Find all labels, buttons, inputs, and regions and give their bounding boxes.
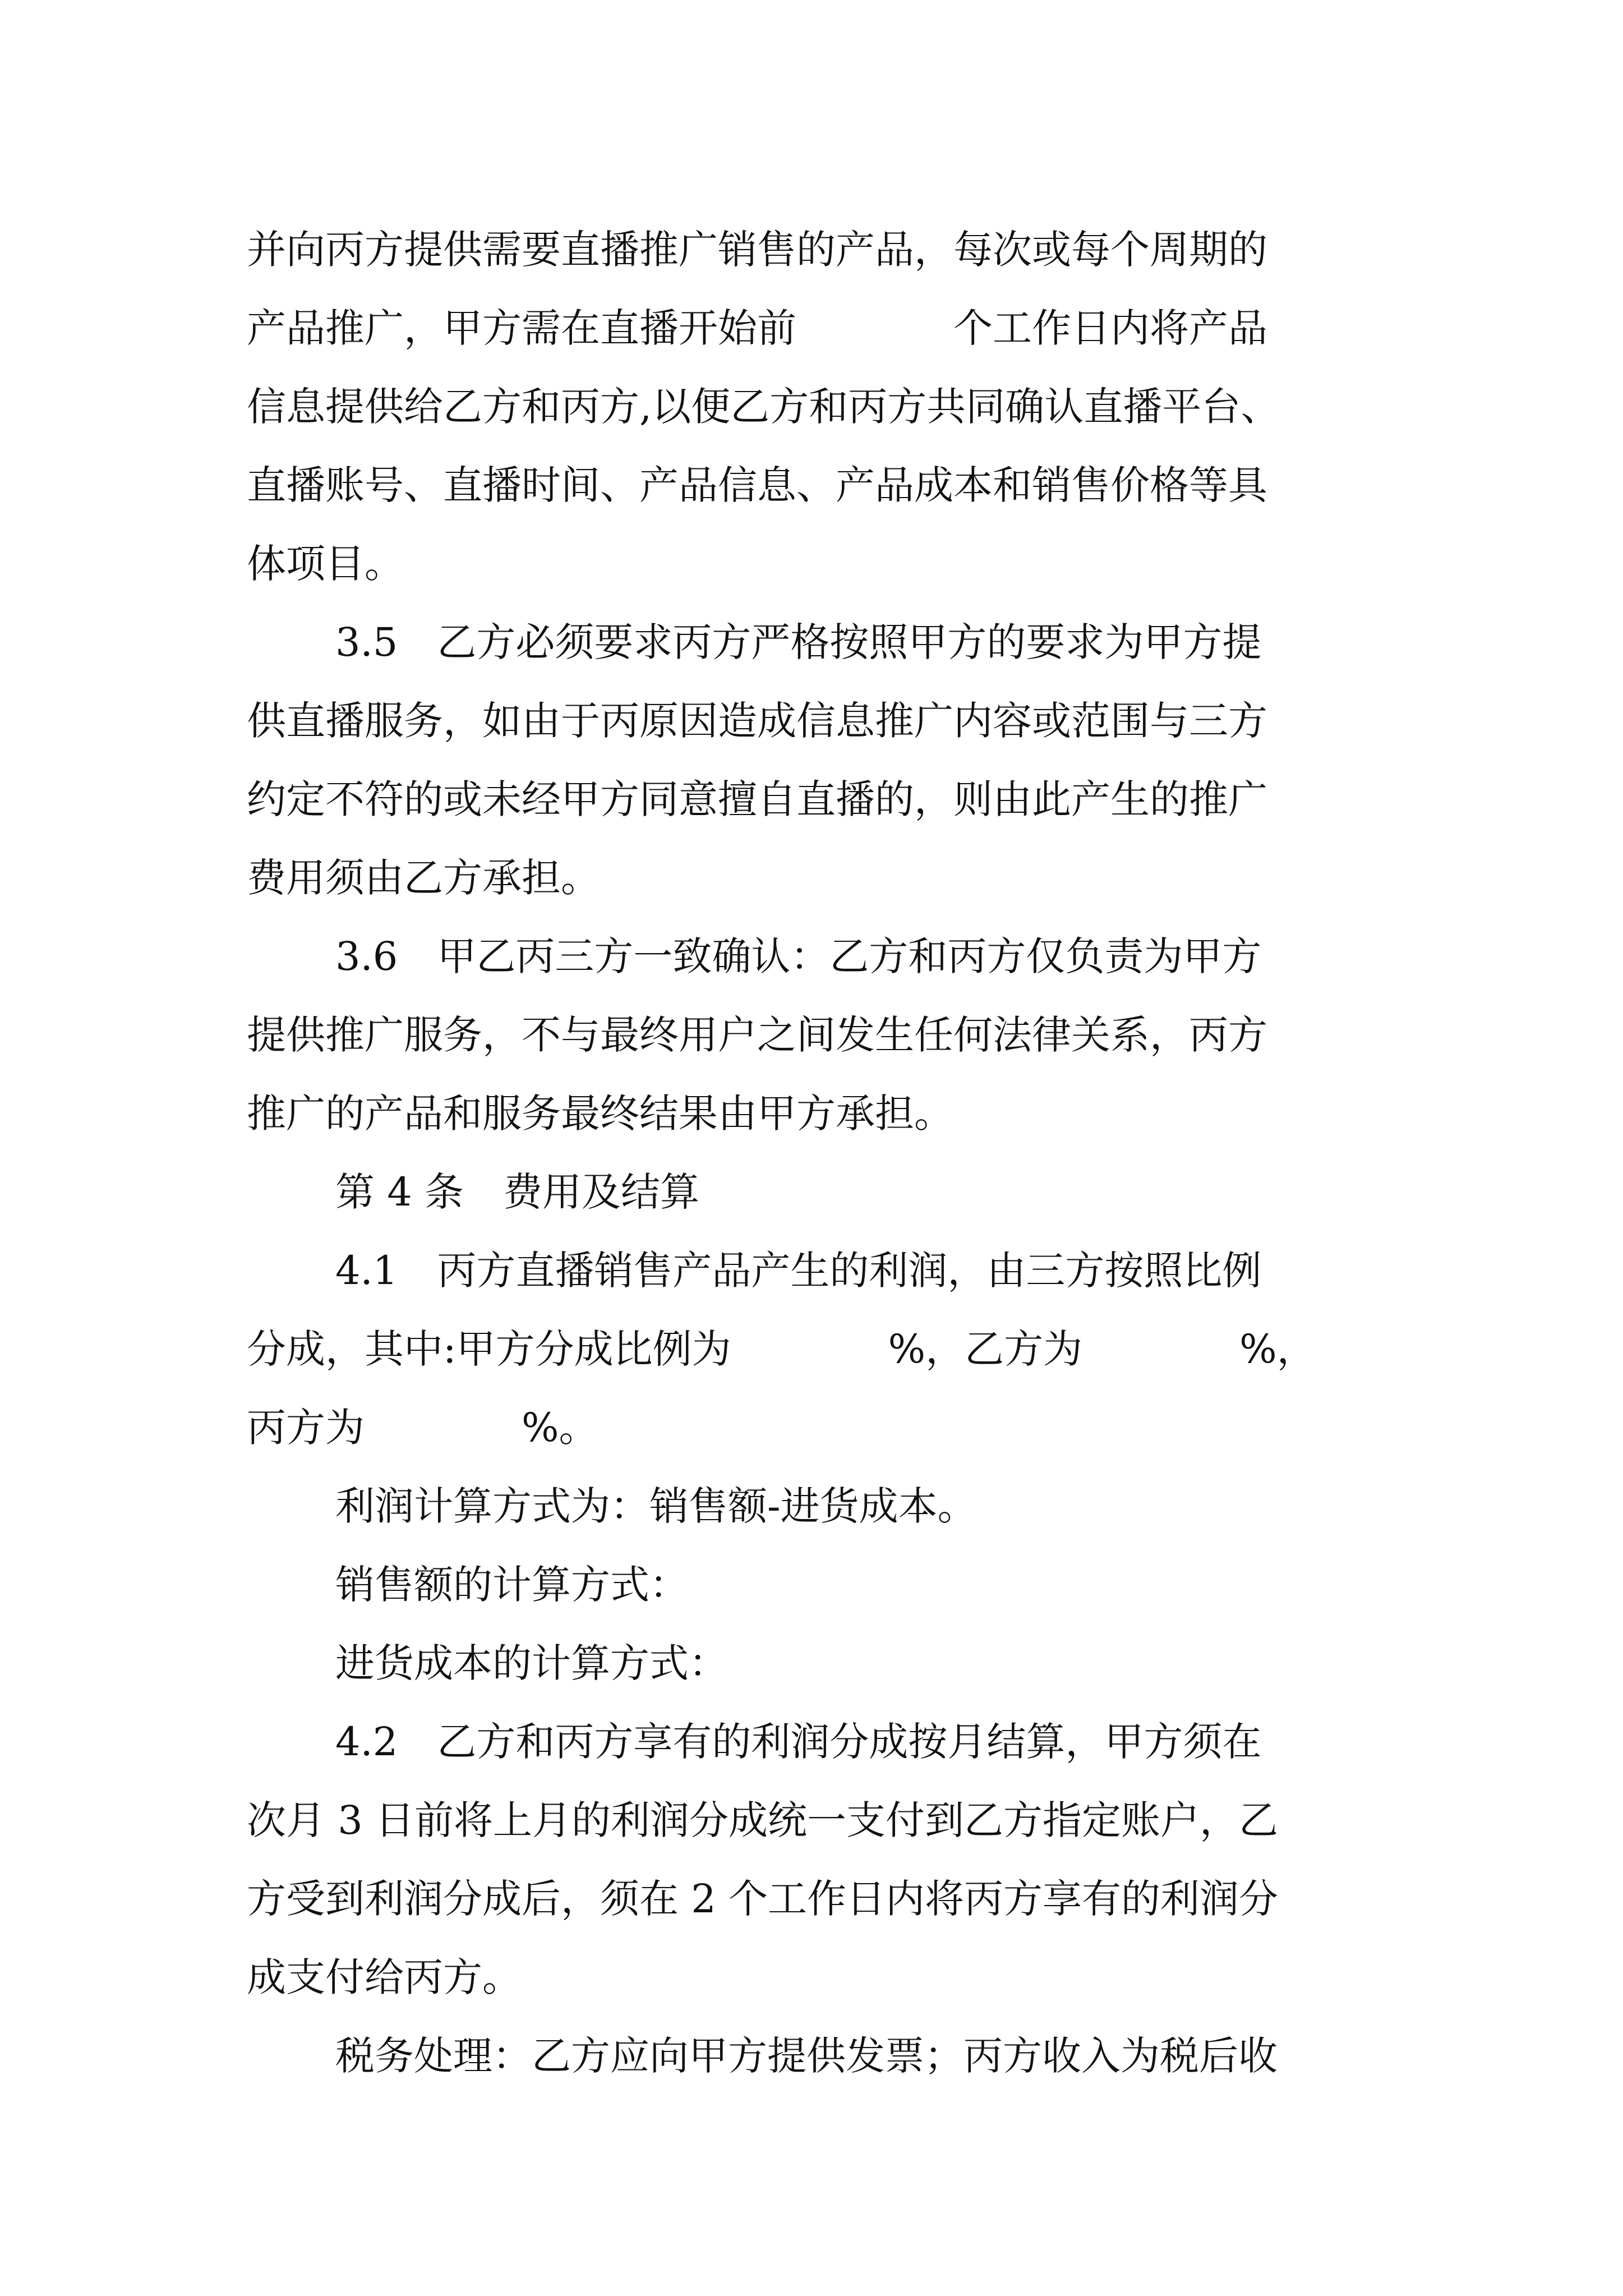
text-line: 直播账号、直播时间、产品信息、产品成本和销售价格等具 [247,462,1267,508]
text-line: 产品推广，甲方需在直播开始前 个工作日内将产品 [247,305,1267,351]
text-line: 并向丙方提供需要直播推广销售的产品，每次或每个周期的 [247,227,1267,273]
text-line: 推广的产品和服务最终结果由甲方承担。 [247,1091,953,1137]
text-line: 丙方为 %。 [247,1405,598,1451]
text-line: 方受到利润分成后，须在 2 个工作日内将丙方享有的利润分 [247,1876,1279,1922]
text-line: 分成，其中:甲方分成比例为 %，乙方为 %， [247,1326,1316,1372]
sales-calculation: 销售额的计算方式： [335,1562,689,1608]
text-line: 供直播服务，如由于丙原因造成信息推广内容或范围与三方 [247,698,1267,744]
text-line: 信息提供给乙方和丙方,以便乙方和丙方共同确认直播平台、 [247,384,1280,430]
clause-4-1: 4.1 丙方直播销售产品产生的利润，由三方按照比例 [335,1248,1262,1294]
text-line: 费用须由乙方承担。 [247,855,600,901]
clause-3-6: 3.6 甲乙丙三方一致确认：乙方和丙方仅负责为甲方 [335,933,1262,979]
profit-formula: 利润计算方式为：销售额-进货成本。 [335,1483,977,1529]
clause-4-2: 4.2 乙方和丙方享有的利润分成按月结算，甲方须在 [335,1719,1262,1765]
text-line: 成支付给丙方。 [247,1954,522,2000]
text-line: 次月 3 日前将上月的利润分成统一支付到乙方指定账户，乙 [247,1797,1279,1843]
text-line: 约定不符的或未经甲方同意擅自直播的，则由此产生的推广 [247,776,1267,822]
text-line: 体项目。 [247,541,404,587]
cost-calculation: 进货成本的计算方式： [335,1640,728,1686]
tax-handling: 税务处理：乙方应向甲方提供发票；丙方收入为税后收 [335,2033,1278,2079]
article-4-heading: 第 4 条 费用及结算 [335,1169,700,1215]
clause-3-5: 3.5 乙方必须要求丙方严格按照甲方的要求为甲方提 [335,619,1262,665]
text-line: 提供推广服务，不与最终用户之间发生任何法律关系，丙方 [247,1012,1267,1058]
